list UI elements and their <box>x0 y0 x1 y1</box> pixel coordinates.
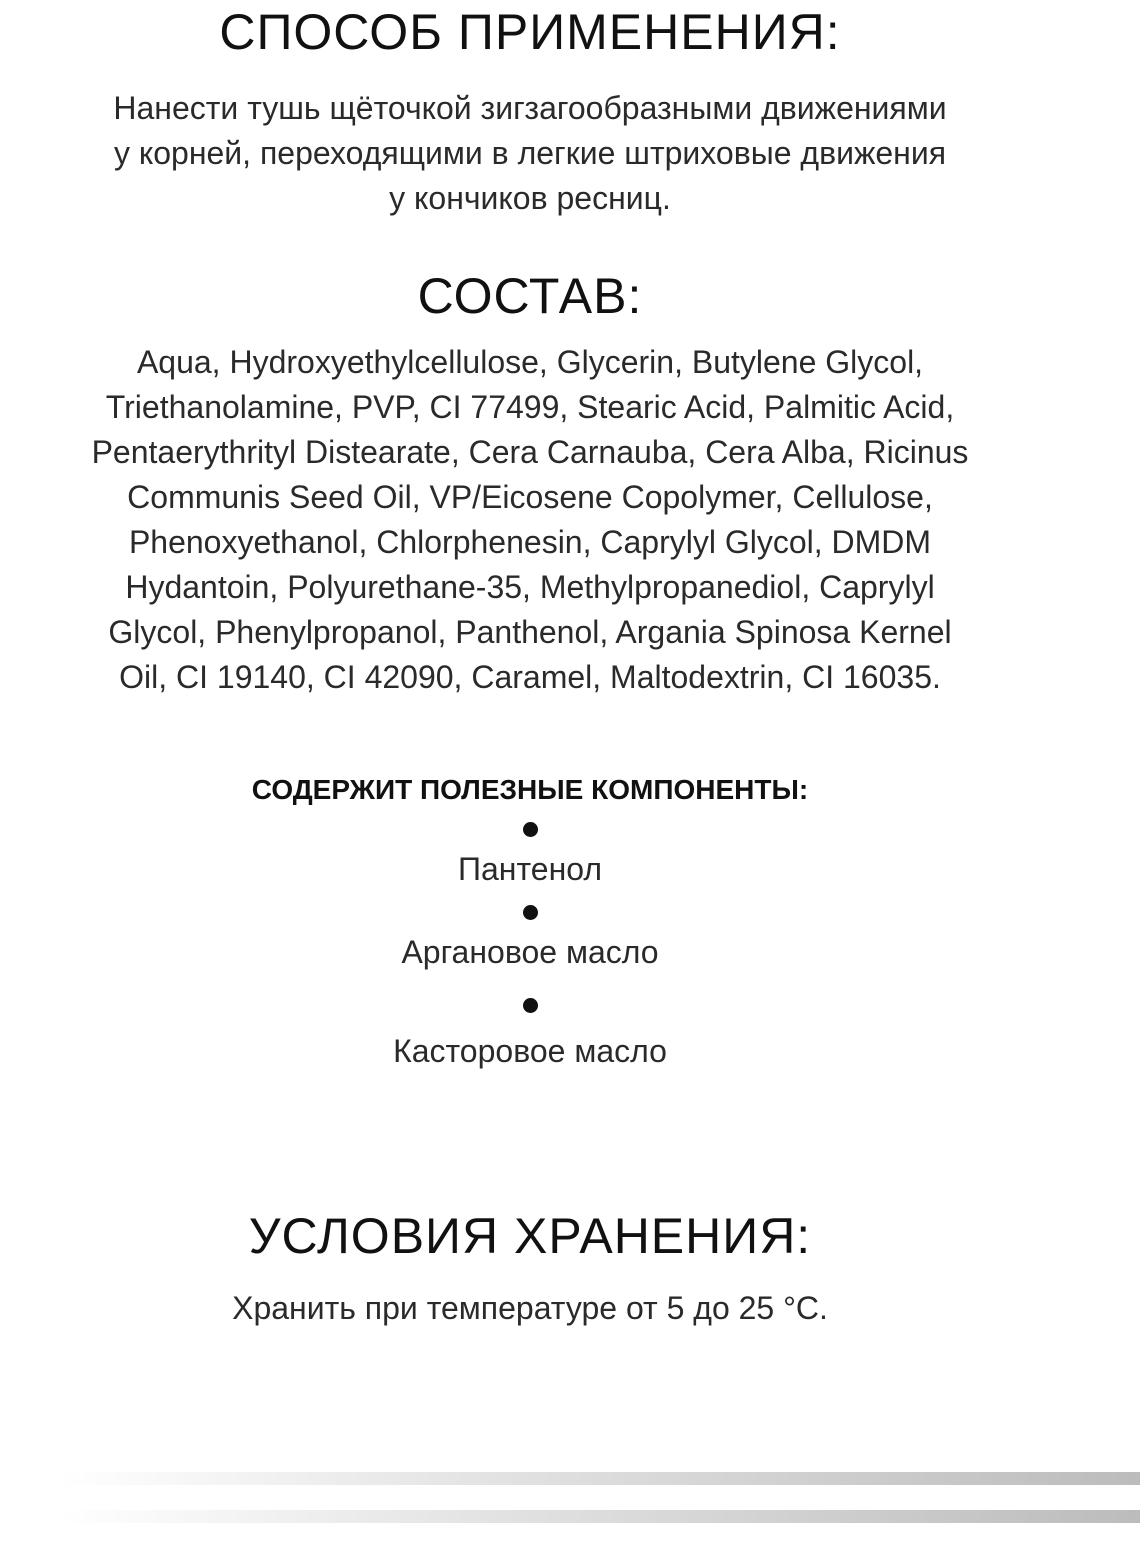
composition-line: Triethanolamine, PVP, CI 77499, Stearic Acid, Palmitic Acid, <box>105 389 955 425</box>
storage-title: УСЛОВИЯ ХРАНЕНИЯ: <box>248 1208 812 1264</box>
list-item <box>0 905 1060 972</box>
usage-line: Нанести тушь щёточкой зигзагообразными движениями <box>113 90 947 126</box>
storage-text: Хранить при температуре от 5 до 25 °C. <box>232 1290 828 1326</box>
component-name: Касторовое масло <box>393 1033 667 1069</box>
composition-line: Pentaerythrityl Distearate, Cera Carnauba, Cera Alba, Ricinus <box>91 434 969 470</box>
decorative-gradient-bar <box>60 1510 1140 1523</box>
decorative-gradient-bar <box>60 1472 1140 1485</box>
bullet-dot-icon <box>523 998 538 1013</box>
composition-line: Hydantoin, Polyurethane-35, Methylpropanediol, Caprylyl <box>125 569 935 605</box>
components-list <box>0 822 1060 1071</box>
usage-text <box>0 86 1060 221</box>
components-title: СОДЕРЖИТ ПОЛЕЗНЫЕ КОМПОНЕНТЫ: <box>251 774 809 805</box>
list-item <box>0 998 1060 1071</box>
composition-title: СОСТАВ: <box>417 268 643 324</box>
usage-line: у кончиков ресниц. <box>389 180 671 216</box>
composition-line: Glycol, Phenylpropanol, Panthenol, Argania Spinosa Kernel <box>108 614 952 650</box>
composition-line: Aqua, Hydroxyethylcellulose, Glycerin, Butylene Glycol, <box>136 344 924 380</box>
components-section <box>0 772 1060 1071</box>
usage-title: СПОСОБ ПРИМЕНЕНИЯ: <box>219 4 841 60</box>
bullet-dot-icon <box>523 905 538 920</box>
bullet-dot-icon <box>523 822 538 837</box>
storage-section <box>0 1206 1060 1331</box>
composition-line: Communis Seed Oil, VP/Eicosene Copolymer, Cellulose, <box>127 479 933 515</box>
usage-section <box>0 2 1060 221</box>
component-name: Аргановое масло <box>401 934 659 970</box>
composition-line: Phenoxyethanol, Chlorphenesin, Caprylyl Glycol, DMDM <box>128 524 932 560</box>
composition-line: Oil, CI 19140, CI 42090, Caramel, Maltodextrin, CI 16035. <box>119 659 941 695</box>
component-name: Пантенол <box>458 851 602 887</box>
list-item <box>0 822 1060 889</box>
composition-section <box>0 266 1060 700</box>
usage-line: у корней, переходящими в легкие штриховые движения <box>113 135 947 171</box>
composition-text <box>0 340 1060 700</box>
